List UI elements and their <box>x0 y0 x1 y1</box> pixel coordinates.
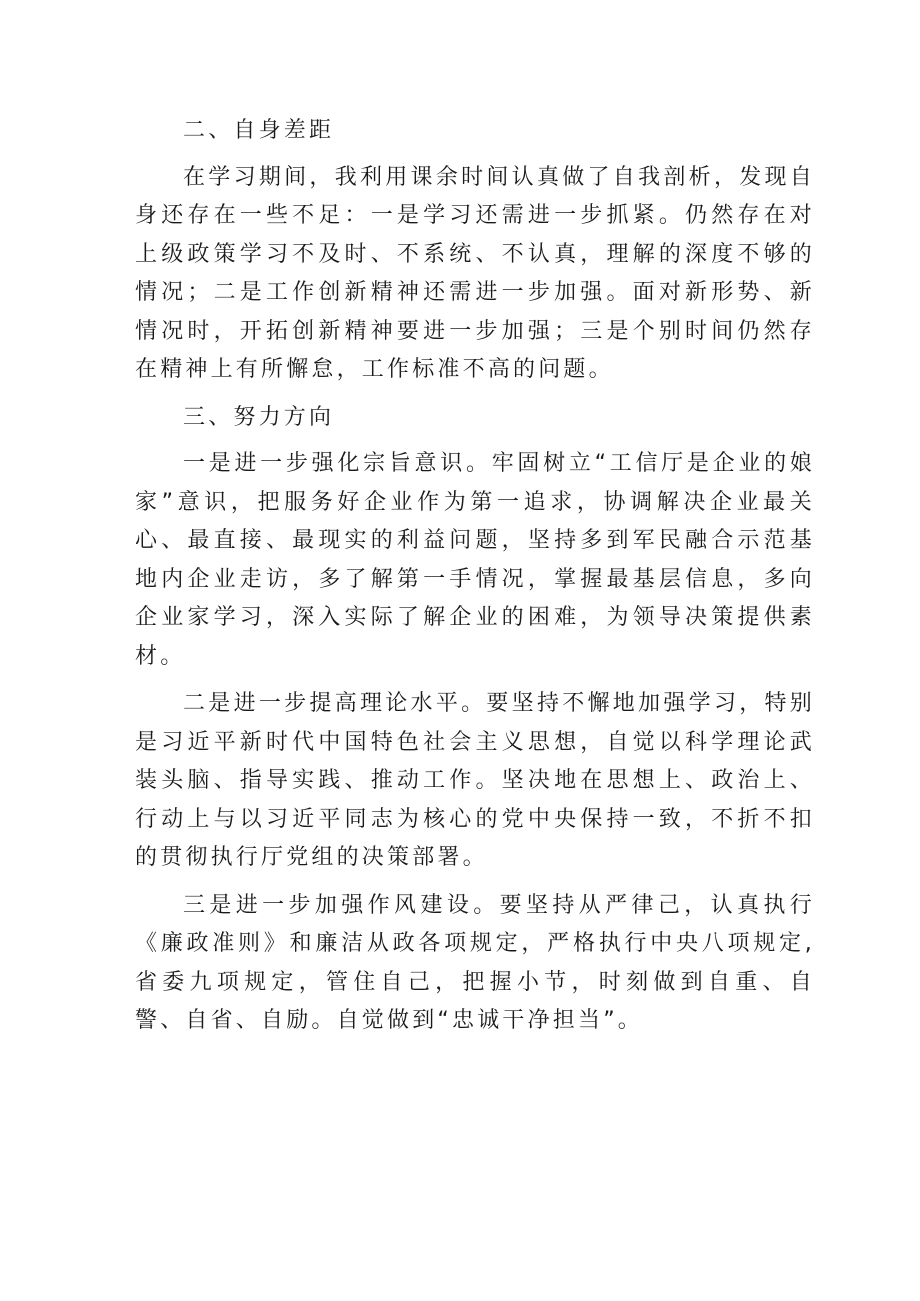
paragraph-purpose-awareness: 一是进一步强化宗旨意识。牢固树立“工信厅是企业的娘家”意识，把服务好企业作为第一追求，协调解决企业最关心、最直接、最现实的利益问题，坚持多到军民融合示范基地内企业走访，多了解第一手情况，掌握最基层信息，多向企业家学习，深入实际了解企业的困难，为领导决策提供素材。 <box>135 451 815 669</box>
document-body <box>135 112 815 1050</box>
paragraph-self-analysis: 在学习期间，我利用课余时间认真做了自我剖析，发现自身还存在一些不足：一是学习还需进一步抓紧。仍然存在对上级政策学习不及时、不系统、不认真，理解的深度不够的情况；二是工作创新精神还需进一步加强。面对新形势、新情况时，开拓创新精神要进一步加强；三是个别时间仍然存在精神上有所懈怠，工作标准不高的问题。 <box>135 164 815 382</box>
paragraph-theory-level: 二是进一步提高理论水平。要坚持不懈地加强学习，特别是习近平新时代中国特色社会主义思想，自觉以科学理论武装头脑、指导实践、推动工作。坚决地在思想上、政治上、行动上与以习近平同志为核心的党中央保持一致，不折不扣的贯彻执行厅党组的决策部署。 <box>135 691 815 870</box>
section-heading-self-gap: 二、自身差距 <box>183 118 335 143</box>
paragraph-work-style: 三是进一步加强作风建设。要坚持从严律己，认真执行《廉政准则》和廉洁从政各项规定，严格执行中央八项规定,省委九项规定，管住自己，把握小节，时刻做到自重、自警、自省、自励。自觉做到“忠诚干净担当”。 <box>135 892 815 1033</box>
section-heading-direction: 三、努力方向 <box>183 404 335 430</box>
